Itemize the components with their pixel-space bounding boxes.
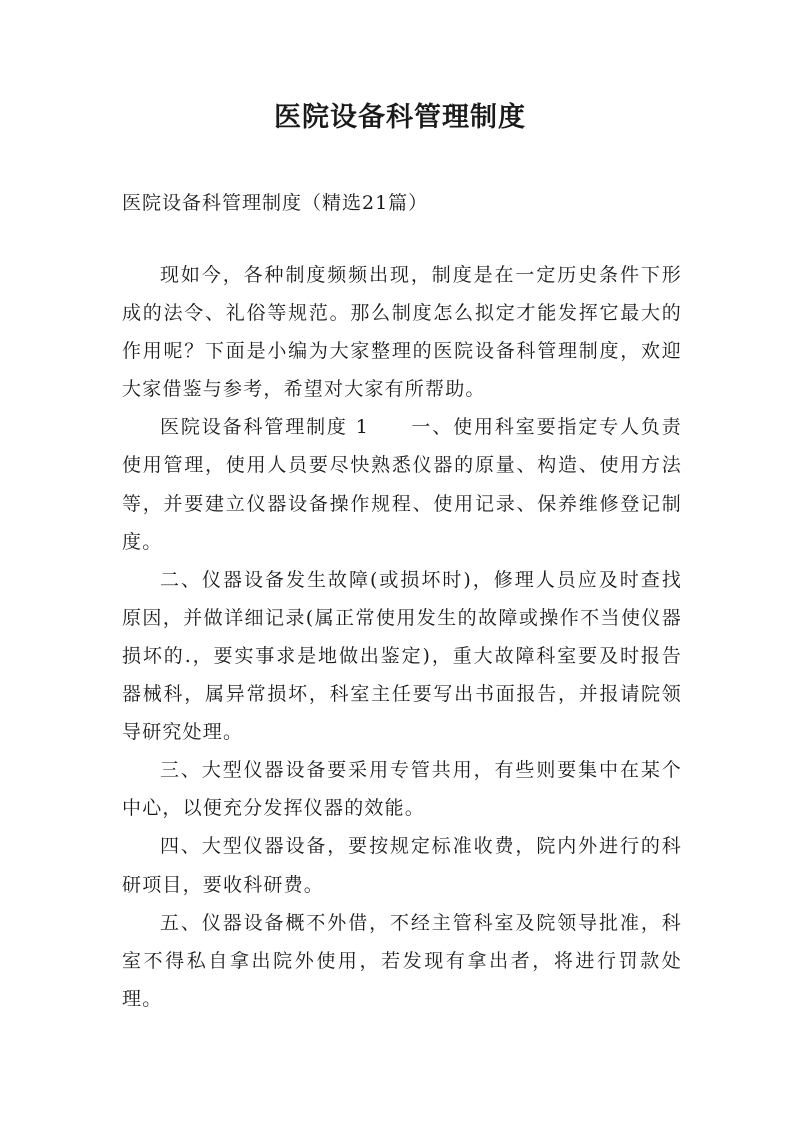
paragraph-item-2: 二、仪器设备发生故障(或损坏时)，修理人员应及时查找原因，并做详细记录(属正常使用发生的故障或操作不当使仪器损坏的.，要实事求是地做出鉴定)，重大故障科室要及时报告器械科，属异常损坏，科室主任要写出书面报告，并报请院领导研究处理。 [122,568,682,744]
document-subtitle: 医院设备科管理制度（精选21篇） [122,192,429,214]
paragraph-item-1: 医院设备科管理制度 1 一、使用科室要指定专人负责使用管理，使用人员要尽快熟悉仪器的原量、构造、使用方法等，并要建立仪器设备操作规程、使用记录、保养维修登记制度。 [122,416,682,553]
paragraph-intro: 现如今，各种制度频频出现，制度是在一定历史条件下形成的法令、礼俗等规范。那么制度怎么拟定才能发挥它最大的作用呢？下面是小编为大家整理的医院设备科管理制度，欢迎大家借鉴与参考，希望对大家有所帮助。 [122,264,682,401]
document-title: 医院设备科管理制度 [274,102,526,133]
paragraph-item-3: 三、大型仪器设备要采用专管共用，有些则要集中在某个中心，以便充分发挥仪器的效能。 [122,759,682,820]
paragraph-item-4: 四、大型仪器设备，要按规定标准收费，院内外进行的科研项目，要收科研费。 [122,835,682,896]
paragraph-item-5: 五、仪器设备概不外借，不经主管科室及院领导批准，科室不得私自拿出院外使用，若发现有拿出者，将进行罚款处理。 [122,911,682,1010]
document-body [122,256,682,1018]
